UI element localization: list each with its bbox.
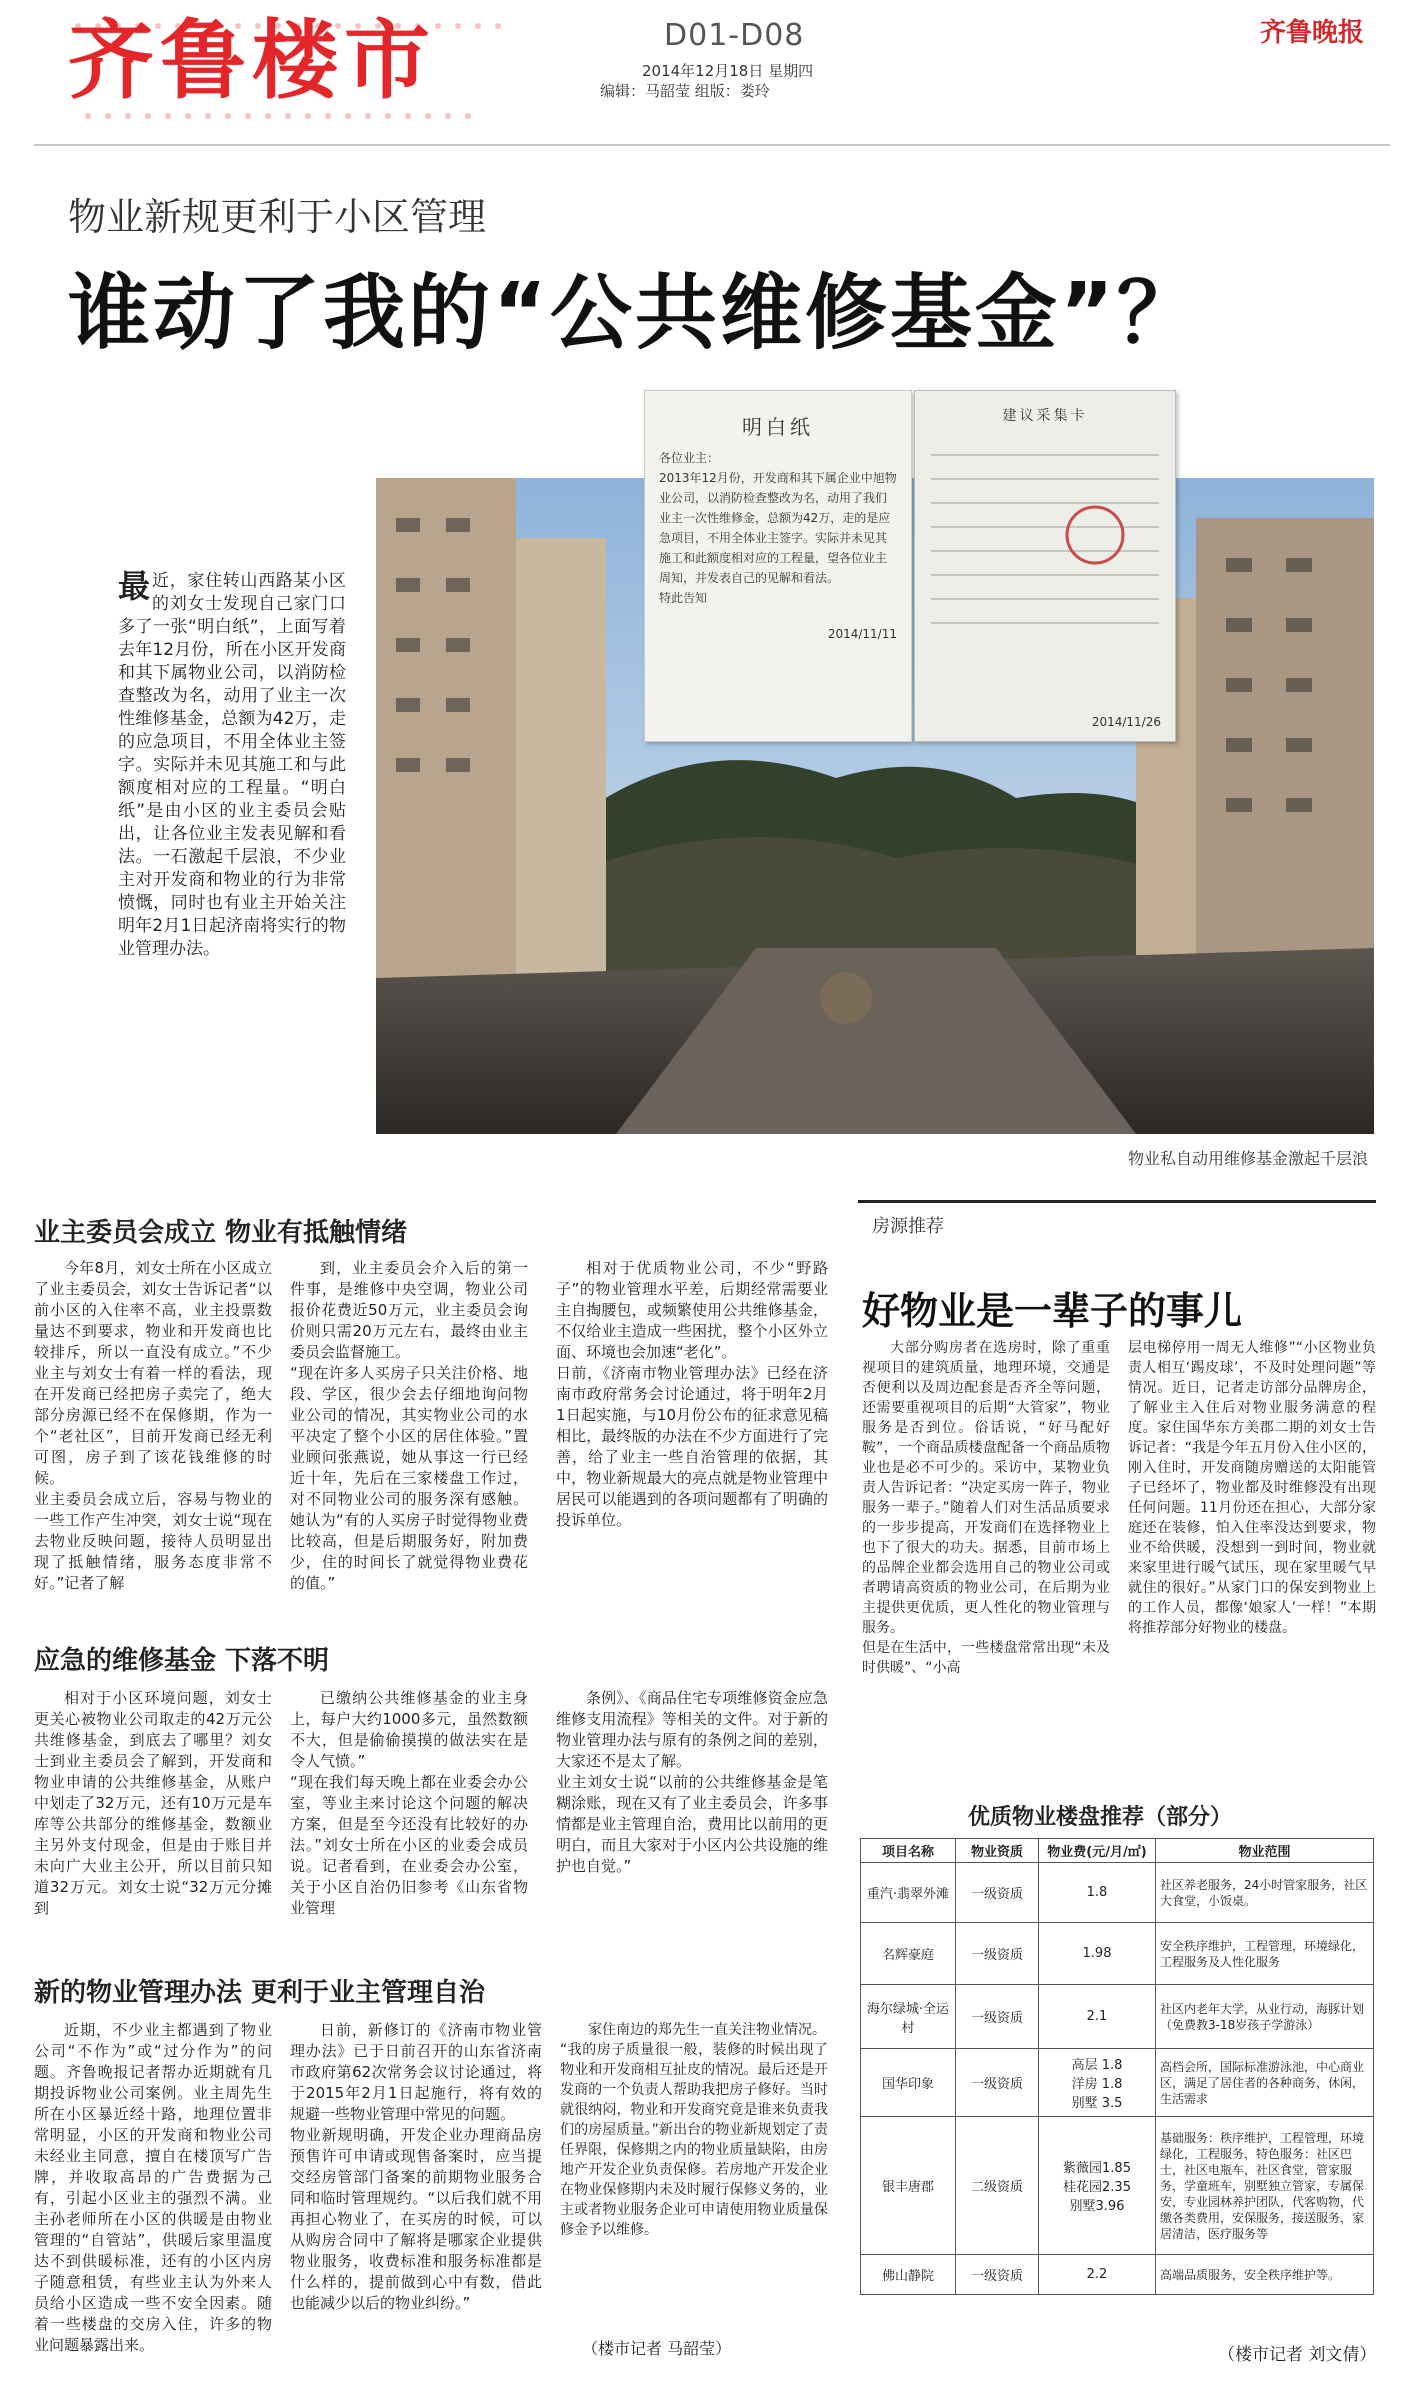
article-kicker: 物业新规更利于小区管理 bbox=[68, 195, 487, 239]
cell-fee: 2.1 bbox=[1039, 1985, 1156, 2049]
table-row bbox=[861, 2117, 1374, 2255]
cell-scope: 基础服务：秩序维护，工程管理，环境绿化，工程服务，特色服务：社区巴士，社区电瓶车，社区食堂，管家服务，学童班车，别墅独立管家，专属保安，专业园林养护团队，代客购物，代缴各类费用，安保服务，接送服务，家居清洁，医疗服务等 bbox=[1156, 2117, 1374, 2255]
red-seal-icon bbox=[1067, 507, 1123, 563]
section3-col1: 近期，不少业主都遇到了物业公司“不作为”或“过分作为”的问题。齐鲁晚报记者帮办近期就有几期投诉物业公司案例。业主周先生所在小区暴近经十路，地理位置非常明显，小区的开发商和物业公司未经业主同意，擅自在楼顶写广告牌，并收取高昂的广告费据为己有，引起小区业主的强烈不满。业主孙老师所在小区的供暖是由物业管理的“自管站”，供暖后家里温度达不到供暖标准，还有的小区内房子随意租赁，有些业主认为外来人员给小区造成一些不安全因素。随着一些楼盘的交房入住，许多的物业问题暴露出来。 bbox=[34, 2021, 272, 2354]
cell-name: 银丰唐郡 bbox=[861, 2117, 956, 2255]
card-date: 2014/11/26 bbox=[1091, 715, 1161, 729]
section-heading-2: 应急的维修基金 下落不明 bbox=[34, 1646, 330, 1676]
cell-scope: 高档会所，国际标准游泳池，中心商业区，满足了居住者的各种商务，休闲，生活需求 bbox=[1156, 2049, 1374, 2117]
section3-col3: 家住南边的郑先生一直关注物业情况。 “我的房子质量很一般，装修的时候出现了物业和开发商相互扯皮的情况。最后还是开发商的一个负责人帮助我把房子修好。当时就很纳闷，物业和开发商究竟是谁来负责我们的房屋质量。”新出台的物业新规划定了责任界限，保修期之内的物业质量缺陷，由房地产开发企业负责保修。若房地产开发企业在物业保修期内未及时履行保修义务的，业主或者物业服务企业可申请使用物业质量保修金予以维修。 bbox=[560, 2022, 828, 2238]
th-grade: 物业资质 bbox=[956, 1839, 1039, 1863]
card-ruled-lines bbox=[915, 425, 1175, 675]
cell-name: 佛山静院 bbox=[861, 2255, 956, 2295]
section2-col3: 条例》、《商品住宅专项维修资金应急维修支用流程》等相关的文件。对于新的物业管理办法与原有的条例之间的差别，大家还不是太了解。 业主刘女士说“以前的公共维修基金是笔糊涂账，现在又有了业主委员会，许多事情都是业主管理自治，费用比以前用的更明白，而且大家对于小区内公共设施的维护也自觉。” bbox=[556, 1689, 828, 1875]
cell-scope: 社区内老年大学，从业行动，海豚计划（免费教3-18岁孩子学游泳） bbox=[1156, 1985, 1374, 2049]
masthead-divider bbox=[34, 144, 1390, 146]
notice-body: 各位业主： 2013年12月份，开发商和其下属企业中旭物业公司，以消防检查整改为名，动用了我们业主一次性维修金，总额为42万，走的是应急项目，不用全体业主签字。实际并未见其施工和此额度相对应的工程量，望各位业主周知，并发表自己的见解和看法。 特此告知 bbox=[659, 451, 897, 605]
cell-fee: 1.8 bbox=[1039, 1863, 1156, 1923]
lead-text: 近，家住转山西路某小区的刘女士发现自己家门口多了一张“明白纸”，上面写着去年12月份，所在小区开发商和其下属物业公司，以消防检查整改为名，动用了业主一次性维修基金，总额为42万，走的应急项目，不用全体业主签字。实际并未见其施工和与此额度相对应的工程量。“明白纸”是由小区的业主委员会贴出，让各位业主发表见解和看法。一石激起千层浪，不少业主对开发商和物业的行为非常愤慨，同时也有业主开始关注明年2月1日起济南将实行的物业管理办法。 bbox=[118, 571, 346, 959]
section-heading-1: 业主委员会成立 物业有抵触情绪 bbox=[34, 1218, 408, 1248]
sidebar-col1: 大部分购房者在选房时，除了重重视项目的建筑质量，地理环境，交通是否便利以及周边配套是否齐全等问题，还需要重视项目的后期“大管家”，物业服务是否到位。俗话说，“好马配好鞍”，一个商品质楼盘配备一个商品质物业也是必不可少的。采访中，某物业负责人告诉记者：“决定买房一阵子，物业服务一辈子。”随着人们对生活品质要求的一步步提高，开发商们在选择物业上也下了很大的功夫。据悉，目前市场上的品牌企业都会选用自己的物业公司或者聘请高资质的物业公司，在后期为业主提供更优质，更人性化的物业管理与服务。 但是在生活中，一些楼盘常常出现“未及时供暖”、“小高 bbox=[862, 1340, 1110, 1676]
article-lead bbox=[118, 567, 346, 961]
table-row bbox=[861, 2049, 1374, 2117]
notice-date: 2014/11/11 bbox=[827, 627, 897, 641]
section3-col2: 日前，新修订的《济南市物业管理办法》已于日前召开的山东省济南市政府第62次常务会议讨论通过，将于2015年2月1日起施行，将有效的规避一些物业管理中常见的问题。 物业新规明确，开发企业办理商品房预售许可申请或现售备案时，应当提交经房管部门备案的前期物业服务合同和临时管理规约。“以后我们就不用再担心物业了，在买房的时候，可以从购房合同中了解将是哪家企业提供物业服务，收费标准和服务标准都是什么样的，提前做到心中有数，借此也能减少以后的物业纠纷。” bbox=[290, 2021, 542, 2312]
cell-grade: 一级资质 bbox=[956, 2049, 1039, 2117]
th-fee: 物业费(元/月/㎡) bbox=[1039, 1839, 1156, 1863]
table-row bbox=[861, 2255, 1374, 2295]
cell-scope: 安全秩序维护，工程管理，环境绿化，工程服务及人性化服务 bbox=[1156, 1923, 1374, 1985]
lead-drop-cap: 最 bbox=[118, 567, 151, 605]
cell-scope: 高端品质服务，安全秩序维护等。 bbox=[1156, 2255, 1374, 2295]
cell-name: 海尔绿城·全运村 bbox=[861, 1985, 956, 2049]
cell-fee: 高层 1.8 洋房 1.8 别墅 3.5 bbox=[1039, 2049, 1156, 2117]
cell-grade: 一级资质 bbox=[956, 1985, 1039, 2049]
cell-fee: 紫薇园1.85 桂花园2.35 别墅3.96 bbox=[1039, 2117, 1156, 2255]
table-header-row bbox=[861, 1839, 1374, 1863]
editor-credit: 编辑：马韶莹 组版：娄玲 bbox=[600, 82, 770, 100]
table-row bbox=[861, 1985, 1374, 2049]
th-scope: 物业范围 bbox=[1156, 1839, 1374, 1863]
sidebar-credit: （楼市记者 刘文倩） bbox=[1218, 2345, 1377, 2365]
masthead-title: 齐鲁楼市 bbox=[68, 11, 436, 111]
cell-name: 名辉豪庭 bbox=[861, 1923, 956, 1985]
th-name: 项目名称 bbox=[861, 1839, 956, 1863]
table-row bbox=[861, 1863, 1374, 1923]
section2-col1: 相对于小区环境问题，刘女士更关心被物业公司取走的42万元公共维修基金，到底去了哪里？刘女士到业主委员会了解到，开发商和物业申请的公共维修基金，从账户中划走了32万元，还有10万元是车库等公共部分的维修基金，数额业主另外支付现金，但是由于账目并未向广大业主公开，所以目前只知道32万元。刘女士说“32万元分摊到 bbox=[34, 1689, 272, 1917]
cell-grade: 一级资质 bbox=[956, 1863, 1039, 1923]
issue-date: 2014年12月18日 星期四 bbox=[642, 62, 814, 80]
sidebar-col2: 层电梯停用一周无人维修”“小区物业负责人相互‘踢皮球’，不及时处理问题”等情况。近日，记者走访部分品牌房企，了解业主入住后对物业服务满意的程度。家住国华东方美郡二期的刘女士告诉记者：“我是今年五月份入住小区的，刚入住时，开发商随房赠送的太阳能管子已经坏了，物业都及时维修没有出现任何问题。11月份还在担心，大部分家庭还在装修，怕入住率没达到要求，物业不给供暖，没想到一到时间，物业就来家里进行暖气试压，现在家里暖气早就住的很好。”从家门口的保安到物业上的工作人员，都像‘娘家人’一样！”本期将推荐部分好物业的楼盘。 bbox=[1128, 1340, 1376, 1636]
cell-fee: 2.2 bbox=[1039, 2255, 1156, 2295]
notice-title: 明白纸 bbox=[742, 415, 814, 439]
section1-col2: 到，业主委员会介入后的第一件事，是维修中央空调，物业公司报价花费近50万元，业主委员会询价则只需20万元左右，最终由业主委员会监督施工。 “现在许多人买房子只关注价格、地段、学区，很少会去仔细地询问物业公司的情况，其实物业公司的水平决定了整个小区的居住体验。”置业顾问张燕说，她从事这一行已经近十年，先后在三家楼盘工作过，对不同物业公司的服务深有感触。她认为“有的人买房子时觉得物业费比较高，但是后期服务好，附加费少，住的时间长了就觉得物业费花的值。” bbox=[290, 1259, 528, 1592]
section1-col3: 相对于优质物业公司，不少“野路子”的物业管理水平差，后期经常需要业主自掏腰包，或频繁使用公共维修基金，不仅给业主造成一些困扰，整个小区外立面、环境也会加速“老化”。 日前，《济南市物业管理办法》已经在济南市政府常务会讨论通过，将于明年2月1日起实施，与10月份公布的征求意见稿相比，最终版的办法在不少方面进行了完善，给了业主一些自治管理的依据，其中，物业新规最大的亮点就是物业管理中居民可以能遇到的各项问题都有了明确的投诉单位。 bbox=[556, 1259, 828, 1529]
cell-grade: 一级资质 bbox=[956, 2255, 1039, 2295]
cell-name: 国华印象 bbox=[861, 2049, 956, 2117]
sidebar-title: 好物业是一辈子的事儿 bbox=[862, 1289, 1243, 1333]
page-range: D01-D08 bbox=[664, 18, 805, 53]
section1-col1: 今年8月，刘女士所在小区成立了业主委员会，刘女士告诉记者“以前小区的入住率不高，业主投票数量达不到要求，物业和开发商也比较排斥，所以一直没有成立。”不少业主与刘女士有着一样的看法，现在开发商已经把房子卖完了，绝大部分房源已经不在保修期，作为一个“老社区”，目前开发商已经无利可图，房子到了该花钱维修的时候。 业主委员会成立后，容易与物业的一些工作产生冲突，刘女士说“现在去物业反映问题，接待人员明显出现了抵触情绪，服务态度非常不好。”记者了解 bbox=[34, 1259, 272, 1592]
suggestion-card bbox=[914, 390, 1176, 742]
cell-name: 重汽·翡翠外滩 bbox=[861, 1863, 956, 1923]
cell-grade: 二级资质 bbox=[956, 2117, 1039, 2255]
photo-caption: 物业私自动用维修基金激起千层浪 bbox=[1128, 1149, 1369, 1168]
recommendation-table bbox=[860, 1838, 1374, 2295]
article-credit: （楼市记者 马韶莹） bbox=[582, 2339, 732, 2358]
cell-fee: 1.98 bbox=[1039, 1923, 1156, 1985]
newspaper-logo: 齐鲁晚报 bbox=[1260, 18, 1365, 48]
cell-scope: 社区养老服务，24小时管家服务，社区大食堂，小饭桌。 bbox=[1156, 1863, 1374, 1923]
table-title: 优质物业楼盘推荐（部分） bbox=[968, 1805, 1233, 1830]
sidebar-tag: 房源推荐 bbox=[872, 1216, 944, 1237]
section-heading-3: 新的物业管理办法 更利于业主管理自治 bbox=[34, 1978, 486, 2008]
card-title: 建议采集卡 bbox=[1002, 408, 1088, 424]
notice-paper bbox=[644, 390, 912, 742]
section2-col2: 已缴纳公共维修基金的业主身上，每户大约1000多元，虽然数额不大，但是偷偷摸摸的做法实在是令人气愤。” “现在我们每天晚上都在业委会办公室，等业主来讨论这个问题的解决方案，但是至今还没有比较好的办法。”刘女士所在小区的业委会成员说。记者看到，在业委会办公室，关于小区自治仍旧参考《山东省物业管理 bbox=[290, 1689, 528, 1917]
table-row bbox=[861, 1923, 1374, 1985]
article-headline: 谁动了我的“公共维修基金”？ bbox=[68, 266, 1202, 361]
cell-grade: 一级资质 bbox=[956, 1923, 1039, 1985]
